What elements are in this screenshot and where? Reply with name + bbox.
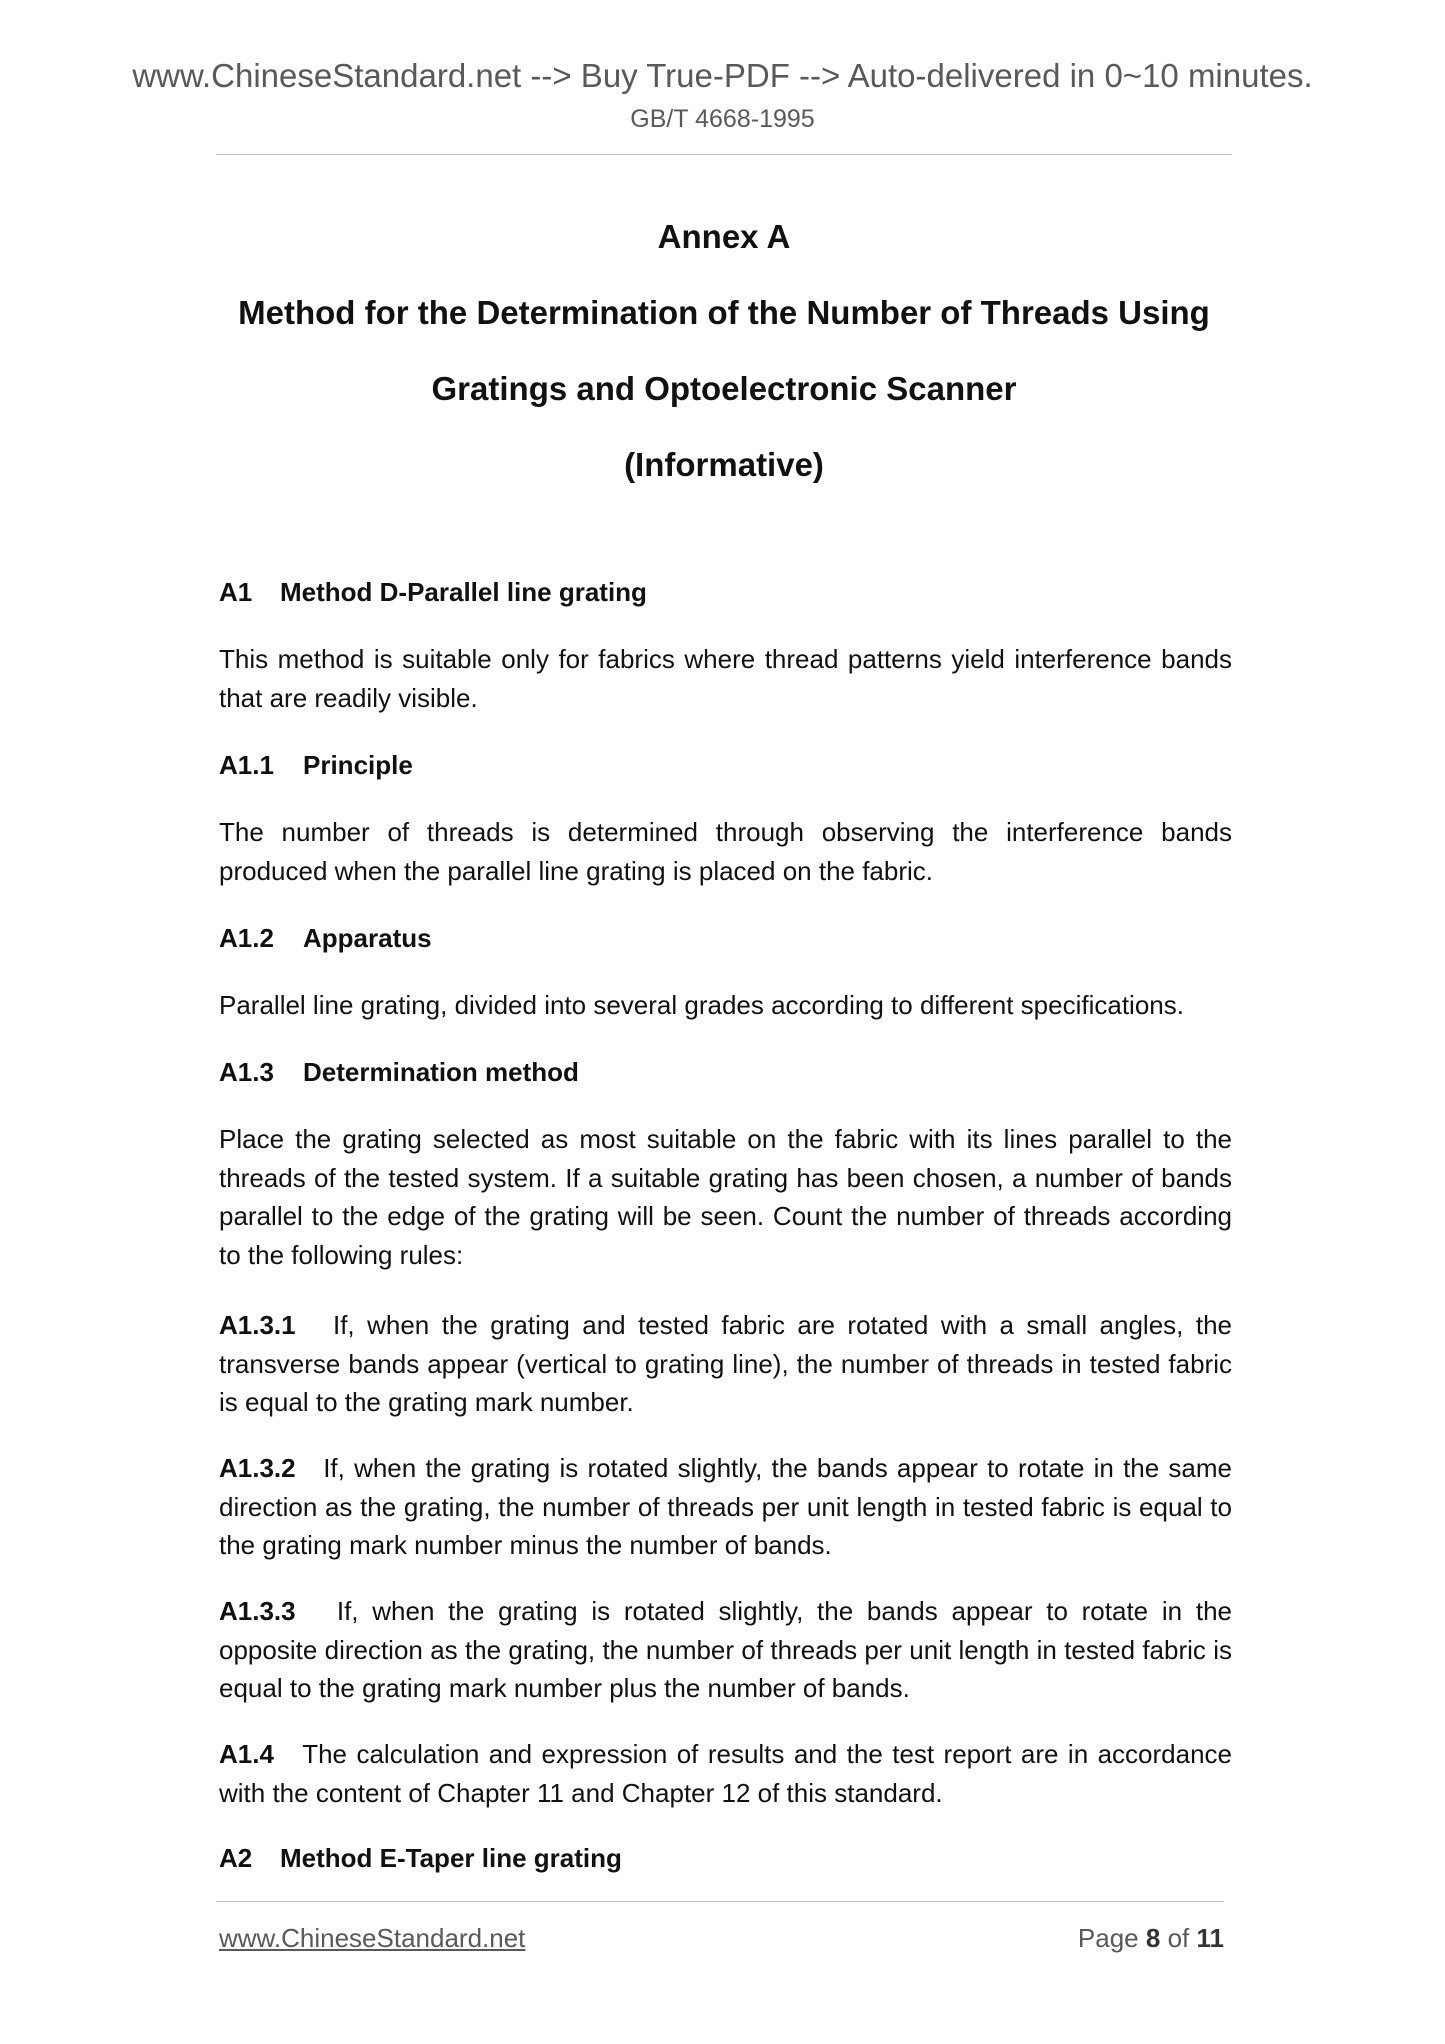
paragraph-a1-2: Parallel line grating, divided into several grades according to different specifications. xyxy=(219,990,1184,1020)
footer-divider xyxy=(216,1901,1224,1902)
paragraph-a1-3: Place the grating selected as most suitable on the fabric with its lines parallel to the threads of the tested system. If a suitable grating has been chosen, a number of bands parallel to the edge of the grating will be seen. Count the number of threads according to the following rules: xyxy=(219,1124,1232,1270)
clause-number: A1.4 xyxy=(219,1739,274,1769)
clause-text: If, when the grating and tested fabric are rotated with a small angles, the transverse bands appear (vertical to grating line), the number of threads in tested fabric is equal to the grating mark number. xyxy=(219,1310,1232,1417)
page-total: 11 xyxy=(1196,1923,1224,1953)
section-title: Method D-Parallel line grating xyxy=(280,577,647,607)
standard-number: GB/T 4668-1995 xyxy=(630,105,815,133)
section-heading-a1 xyxy=(219,576,647,608)
section-title: Method E-Taper line grating xyxy=(280,1843,622,1873)
section-title: Determination method xyxy=(303,1057,579,1087)
annex-title-line1: Method for the Determination of the Number of Threads Using xyxy=(238,294,1210,331)
paragraph-a1-3-2 xyxy=(219,1449,1232,1565)
section-title: Principle xyxy=(303,750,413,780)
clause-text: If, when the grating is rotated slightly, the bands appear to rotate in the opposite direction as the grating, the number of threads per unit length in tested fabric is equal to the grating mark number plus the number of bands. xyxy=(219,1596,1233,1703)
section-heading-a1-2 xyxy=(219,922,432,954)
paragraph-a1-3-3 xyxy=(219,1592,1232,1708)
section-number: A1.1 xyxy=(219,750,274,780)
footer-website-link[interactable]: www.ChineseStandard.net xyxy=(219,1923,526,1953)
section-number: A2 xyxy=(219,1843,253,1873)
section-heading-a2 xyxy=(219,1842,622,1874)
clause-number: A1.3.2 xyxy=(219,1453,296,1483)
paragraph-a1-3-1 xyxy=(219,1306,1232,1422)
page-of: of xyxy=(1167,1923,1190,1953)
section-number: A1.2 xyxy=(219,923,274,953)
paragraph-a1-4 xyxy=(219,1735,1232,1812)
clause-text: The calculation and expression of results and the test report are in accordance with the content of Chapter 11 and Chapter 12 of this standard. xyxy=(219,1739,1233,1808)
header-divider xyxy=(216,154,1232,155)
annex-note: (Informative) xyxy=(624,446,824,483)
clause-text: If, when the grating is rotated slightly, the bands appear to rotate in the same direction as the grating, the number of threads per unit length in tested fabric is equal to the grating mark number minus the number of bands. xyxy=(219,1453,1232,1560)
clause-number: A1.3.3 xyxy=(219,1596,296,1626)
annex-label: Annex A xyxy=(657,218,791,255)
paragraph-a1: This method is suitable only for fabrics where thread patterns yield interference bands that are readily visible. xyxy=(219,644,1232,713)
clause-number: A1.3.1 xyxy=(219,1310,296,1340)
page-word: Page xyxy=(1077,1923,1139,1953)
section-heading-a1-3 xyxy=(219,1056,579,1088)
page-indicator xyxy=(1078,1922,1224,1954)
header-banner: www.ChineseStandard.net --> Buy True-PDF --> Auto-delivered in 0~10 minutes. xyxy=(132,57,1313,94)
section-heading-a1-1 xyxy=(219,749,413,781)
section-number: A1 xyxy=(219,577,253,607)
section-number: A1.3 xyxy=(219,1057,274,1087)
section-title: Apparatus xyxy=(303,923,432,953)
paragraph-a1-1: The number of threads is determined through observing the interference bands produced when the parallel line grating is placed on the fabric. xyxy=(219,817,1232,886)
annex-title-line2: Gratings and Optoelectronic Scanner xyxy=(431,370,1017,407)
page-current: 8 xyxy=(1145,1923,1161,1953)
